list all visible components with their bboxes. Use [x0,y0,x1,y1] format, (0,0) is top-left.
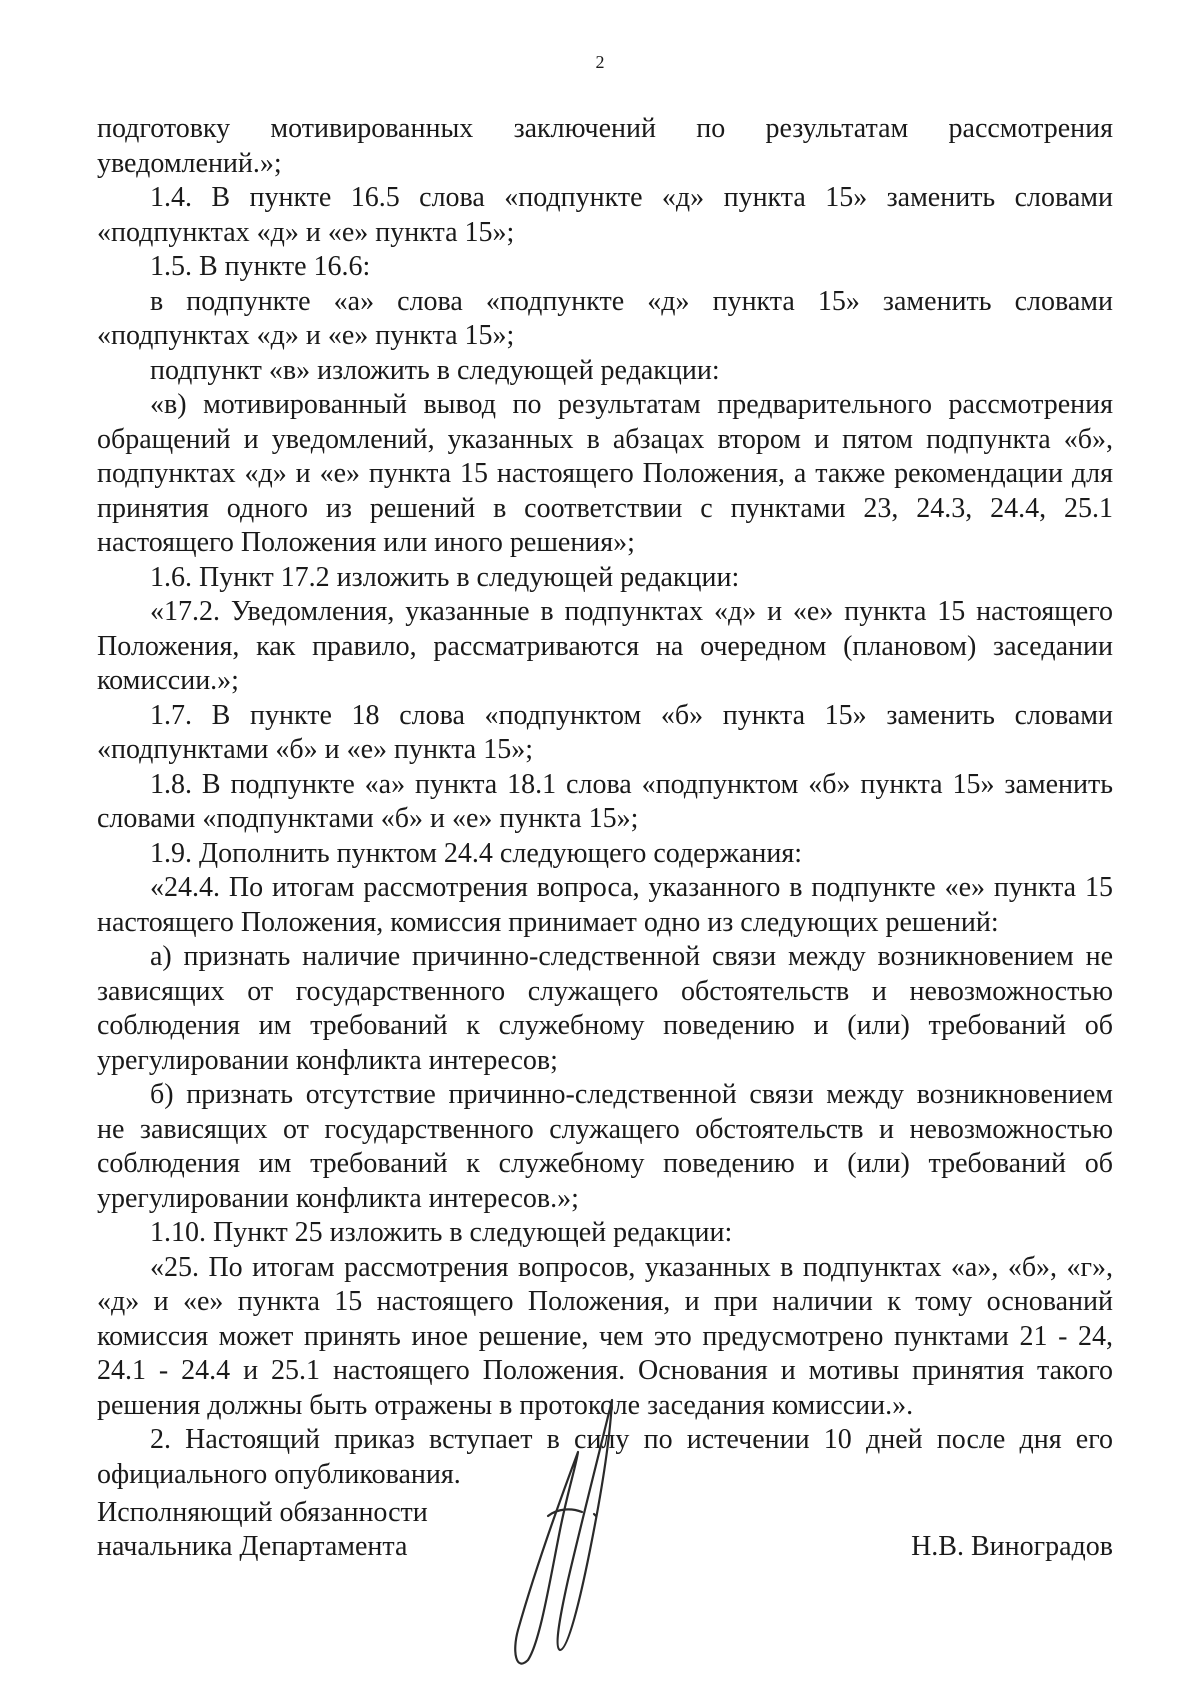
paragraph-1-7: 1.7. В пункте 18 слова «подпунктом «б» пункта 15» заменить словами «подпунктами «б» и «е» пункта 15»; [97,699,1113,765]
paragraph-1-6: 1.6. Пункт 17.2 изложить в следующей редакции: [150,561,740,593]
signatory-position [97,1496,428,1564]
paragraph-24-4-b: б) признать отсутствие причинно-следственной связи между возникновением не зависящих от государственного служащего обстоятельств и невозможностью соблюдения им требований к служебному поведению и (или) требований об урегулировании конфликта интересов.»; [97,1079,1113,1214]
paragraph-1-5-v-text: «в) мотивированный вывод по результатам предварительного рассмотрения обращений и уведомлений, указанных в абзацах втором и пятом подпункта «б», подпунктах «д» и «е» пункта 15 настоящего Положения, а также рекомендации для принятия одного из решений в соответствии с пунктами 23, 24.3, 24.4, 25.1 настоящего Положения или иного решения»; [97,389,1113,558]
paragraph-25-text: «25. По итогам рассмотрения вопросов, указанных в подпунктах «а», «б», «г», «д» и «е» пункта 15 настоящего Положения, и при наличии к тому оснований комиссия может принять иное решение, чем это предусмотрено пунктами 21 - 24, 24.1 - 24.4 и 25.1 настоящего Положения. Основания и мотивы принятия такого решения должны быть отражены в протоколе заседания комиссии.». [97,1251,1113,1421]
paragraph-24-4-text: «24.4. По итогам рассмотрения вопроса, указанного в подпункте «е» пункта 15 настоящего Положения, комиссия принимает одно из следующих решений: [97,872,1113,938]
paragraph-1-8: 1.8. В подпункте «а» пункта 18.1 слова «подпунктом «б» пункта 15» заменить словами «подпунктами «б» и «е» пункта 15»; [97,768,1113,834]
signer-name: Н.В. Виноградов [911,1531,1113,1562]
position-line-1: Исполняющий обязанности [97,1497,428,1528]
paragraph-17-2-text: «17.2. Уведомления, указанные в подпунктах «д» и «е» пункта 15 настоящего Положения, как правило, рассматриваются на очередном (плановом) заседании комиссии.»; [97,596,1113,696]
paragraph-1-5: 1.5. В пункте 16.6: [150,251,371,282]
page-number: 2 [595,52,605,72]
paragraph-1-10: 1.10. Пункт 25 изложить в следующей редакции: [150,1217,733,1248]
paragraph-continuation: подготовку мотивированных заключений по результатам рассмотрения уведомлений.»; [97,113,1113,179]
position-line-2: начальника Департамента [97,1531,408,1562]
document-body [97,112,1113,1492]
paragraph-1-5-v: подпункт «в» изложить в следующей редакции: [150,354,720,386]
paragraph-1-9: 1.9. Дополнить пунктом 24.4 следующего содержания: [150,837,803,869]
paragraph-2-effective-date: 2. Настоящий приказ вступает в силу по истечении 10 дней после дня его официального опубликования. [97,1424,1113,1490]
handwritten-signature [490,1380,680,1680]
paragraph-1-4: 1.4. В пункте 16.5 слова «подпункте «д» пункта 15» заменить словами «подпунктах «д» и «е» пункта 15»; [97,182,1113,248]
paragraph-1-5-a: в подпункте «а» слова «подпункте «д» пункта 15» заменить словами «подпунктах «д» и «е» пункта 15»; [97,285,1113,351]
paragraph-24-4-a: а) признать наличие причинно-следственной связи между возникновением не зависящих от государственного служащего обстоятельств и невозможностью соблюдения им требований к служебному поведению и (или) требований об урегулировании конфликта интересов; [97,941,1113,1076]
